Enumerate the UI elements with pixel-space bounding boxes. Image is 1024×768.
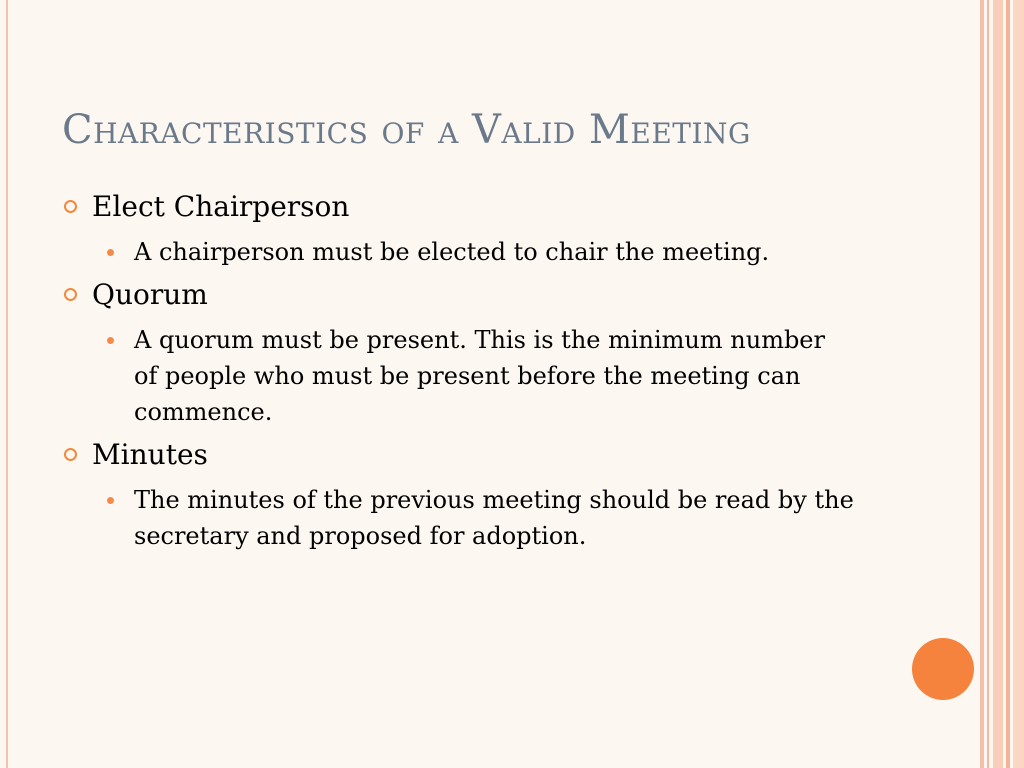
ring-bullet-icon (64, 288, 77, 301)
bullet-heading: Elect Chairperson (92, 190, 350, 223)
bullet-item-minutes (62, 436, 882, 474)
slide-title: Characteristics of a Valid Meeting (62, 107, 751, 153)
sub-bullet-text: A chairperson must be elected to chair the meeting. (134, 238, 770, 266)
right-stripe (980, 0, 984, 768)
slide-content (62, 188, 882, 560)
bullet-heading: Quorum (92, 278, 208, 311)
bullet-heading: Minutes (92, 438, 208, 471)
right-stripe (987, 0, 989, 768)
sub-bullet-text: The minutes of the previous meeting should be read by the secretary and proposed for adoption. (134, 486, 854, 550)
dot-bullet-icon (107, 249, 114, 256)
sub-bullet-item (134, 322, 834, 430)
left-border-line (6, 0, 8, 768)
bullet-item-elect-chairperson (62, 188, 882, 226)
sub-bullet-text: A quorum must be present. This is the minimum number of people who must be present before the meeting can commence. (134, 326, 825, 426)
bullet-item-quorum (62, 276, 882, 314)
ring-bullet-icon (64, 200, 77, 213)
dot-bullet-icon (107, 497, 114, 504)
right-stripe (993, 0, 1003, 768)
decorative-circle (912, 638, 974, 700)
right-stripe (1013, 0, 1024, 768)
right-stripe (1006, 0, 1010, 768)
ring-bullet-icon (64, 448, 77, 461)
dot-bullet-icon (107, 337, 114, 344)
sub-bullet-item (134, 482, 864, 554)
sub-bullet-item (134, 234, 882, 270)
